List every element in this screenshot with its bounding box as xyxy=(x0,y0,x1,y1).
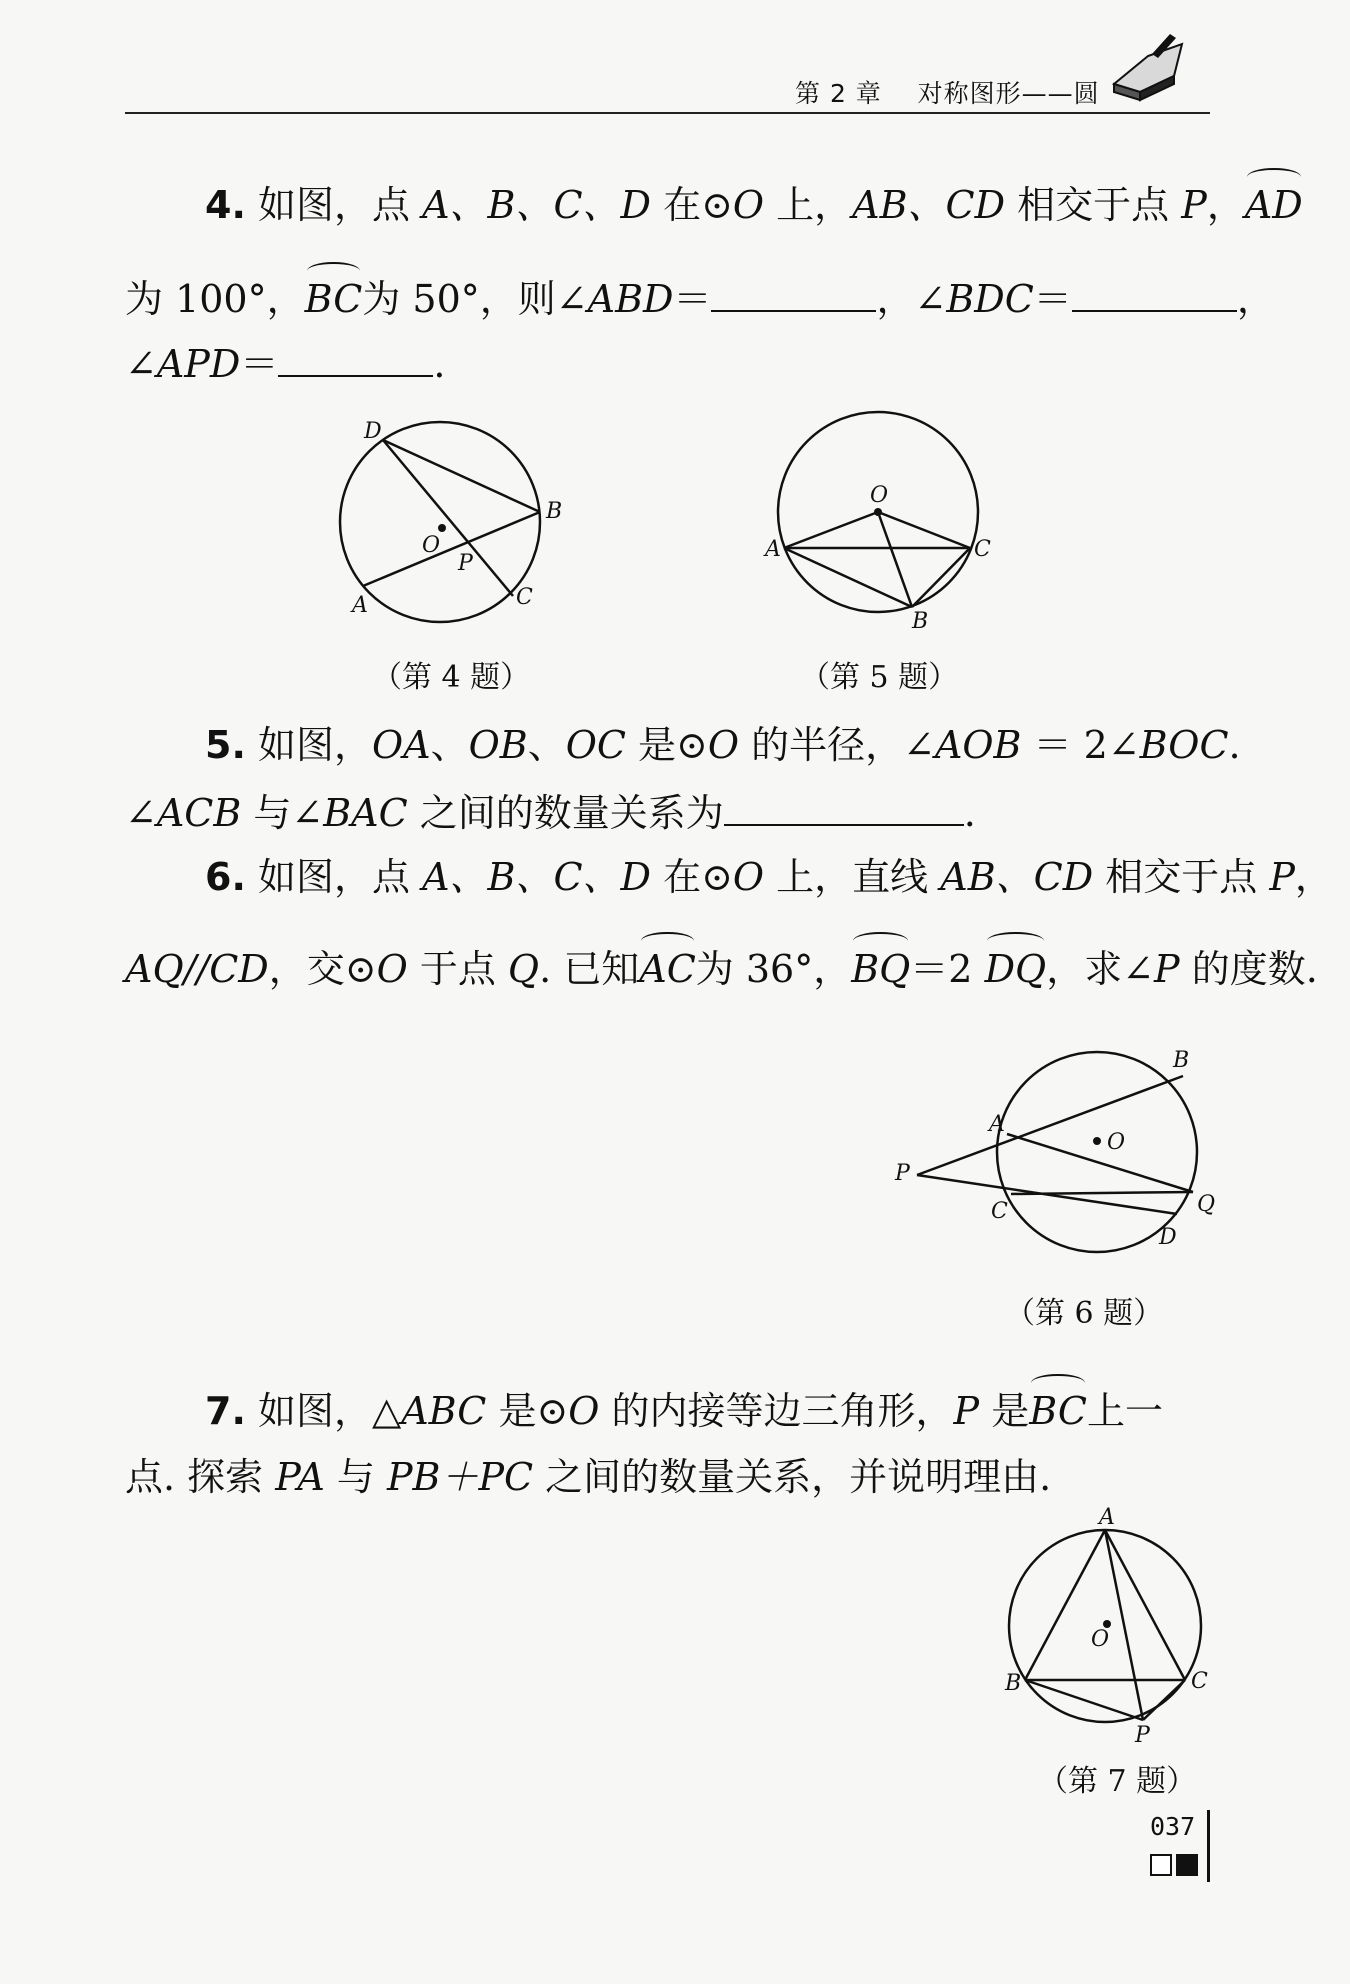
q5-line-2 xyxy=(125,791,976,835)
q4-arc-ad: AD xyxy=(1244,183,1303,227)
fig4-caption: （第 4 题） xyxy=(372,660,531,695)
fig4-label-d: D xyxy=(364,419,382,444)
fig7-side-ab xyxy=(1025,1530,1105,1680)
q7-line-1 xyxy=(205,1389,1163,1433)
fig6-line-pb xyxy=(917,1076,1183,1175)
fig4-center-dot xyxy=(438,524,446,532)
q4-text: ＝ xyxy=(673,277,712,321)
fig6-label-c: C xyxy=(991,1199,1008,1224)
fig6-label-d: D xyxy=(1159,1225,1177,1250)
q5-line-1 xyxy=(205,723,1241,767)
q6-text: 上，直线 xyxy=(764,855,941,899)
fig4-label-p: P xyxy=(458,551,473,576)
q6-text: 如图，点 xyxy=(257,855,423,899)
fig5-chord-bc xyxy=(912,548,970,607)
fig7-segment-pc xyxy=(1143,1680,1185,1720)
figure-4 xyxy=(330,418,580,638)
q6-angle-p: P xyxy=(1154,947,1180,991)
q5-text: 之间的数量关系为 xyxy=(407,791,724,835)
q7-triangle-abc: ABC xyxy=(401,1389,487,1433)
answer-blank[interactable] xyxy=(278,343,433,377)
fig6-label-p: P xyxy=(895,1161,910,1186)
q6-arc-bq: BQ xyxy=(851,947,911,991)
q4-line-2 xyxy=(125,277,1275,321)
q4-line-3 xyxy=(125,342,446,386)
q4-circle-o: O xyxy=(732,183,765,227)
fig4-label-b: B xyxy=(546,499,563,524)
q6-line-1 xyxy=(205,855,1333,899)
q5-angle-aob: AOB xyxy=(934,723,1022,767)
figure-7 xyxy=(995,1500,1235,1748)
answer-blank[interactable] xyxy=(724,792,964,826)
fig5-label-c: C xyxy=(974,537,991,562)
q5-radius-oc: OC xyxy=(565,723,626,767)
q4-text: 在⊙ xyxy=(651,183,733,227)
q5-text: 是⊙ xyxy=(625,723,708,767)
fig7-side-ac xyxy=(1105,1530,1185,1680)
fig4-label-c: C xyxy=(516,585,533,610)
q5-text: 与∠ xyxy=(241,791,324,835)
fig7-label-p: P xyxy=(1135,1723,1150,1748)
q5-angle-boc: BOC xyxy=(1139,723,1229,767)
q6-circle-o: O xyxy=(732,855,765,899)
header-rule xyxy=(125,112,1210,114)
q4-angle-abd: ABD xyxy=(587,277,674,321)
q4-text: 为 100°， xyxy=(125,277,305,321)
fig4-chord-cd xyxy=(383,440,513,596)
q6-arc-dq: DQ xyxy=(984,947,1047,991)
q4-text: ＝ xyxy=(240,342,279,386)
q6-lines: AB、CD xyxy=(940,855,1094,899)
q7-text: 之间的数量关系，并说明理由. xyxy=(533,1455,1052,1499)
q7-text: 点. 探索 xyxy=(125,1455,276,1499)
q5-angle-bac: BAC xyxy=(323,791,408,835)
page-number: 037 xyxy=(1150,1812,1196,1841)
q4-text: . xyxy=(433,342,446,386)
fig6-label-o: O xyxy=(1107,1130,1126,1155)
q6-arc-ac: AC xyxy=(639,947,696,991)
q6-points: A、B、C、D xyxy=(422,855,651,899)
q4-text: ， xyxy=(1206,183,1245,227)
fig5-caption: （第 5 题） xyxy=(800,660,959,695)
q5-text: 如图， xyxy=(257,723,372,767)
q4-angle-bdc: BDC xyxy=(946,277,1034,321)
q6-text: . 已知 xyxy=(539,947,640,991)
q5-radius-oa: OA xyxy=(372,723,431,767)
q6-line-2 xyxy=(125,947,1318,991)
q4-arc-bc: BC xyxy=(304,277,363,321)
q6-text: ＝2 xyxy=(910,947,985,991)
q6-text: 于点 xyxy=(407,947,508,991)
q7-line-2 xyxy=(125,1455,1052,1499)
fig5-label-a: A xyxy=(765,537,781,562)
q5-number: 5. xyxy=(205,723,246,767)
q6-text: 的度数. xyxy=(1179,947,1318,991)
q4-line-1 xyxy=(205,183,1303,227)
q5-text: ∠ xyxy=(125,791,157,835)
figure-5 xyxy=(760,410,1000,634)
q5-text: 、 xyxy=(430,723,469,767)
fig7-caption: （第 7 题） xyxy=(1038,1764,1197,1799)
q7-text: 是 xyxy=(979,1389,1030,1433)
q4-chords: AB、CD xyxy=(852,183,1006,227)
q4-number: 4. xyxy=(205,183,246,227)
q7-text: 的内接等边三角形， xyxy=(599,1389,954,1433)
fig6-label-b: B xyxy=(1173,1048,1190,1073)
q5-text: 、 xyxy=(527,723,566,767)
q7-arc-bc: BC xyxy=(1029,1389,1087,1433)
q4-text: ， xyxy=(1236,277,1275,321)
q4-angle-apd: APD xyxy=(156,342,241,386)
q6-text: ，交⊙ xyxy=(268,947,377,991)
fig7-label-c: C xyxy=(1191,1669,1208,1694)
q6-text: ， xyxy=(1294,855,1333,899)
q7-sum-pb-pc: PB＋PC xyxy=(386,1455,534,1499)
answer-blank[interactable] xyxy=(1072,278,1237,312)
q4-points: A、B、C、D xyxy=(422,183,651,227)
q4-text: ∠ xyxy=(125,342,157,386)
figure-6 xyxy=(895,1040,1225,1270)
fig5-center-dot xyxy=(874,508,882,516)
fig4-label-a: A xyxy=(352,593,368,618)
fig6-caption: （第 6 题） xyxy=(1005,1296,1164,1331)
q6-number: 6. xyxy=(205,855,246,899)
page-header xyxy=(795,74,1100,110)
q7-text: 与 xyxy=(324,1455,387,1499)
q5-text: 的半径，∠ xyxy=(739,723,935,767)
fig4-chord-db xyxy=(383,440,540,512)
q4-text: 为 50°，则∠ xyxy=(362,277,588,321)
fig7-label-b: B xyxy=(1005,1671,1022,1696)
fig4-label-o: O xyxy=(422,533,441,558)
fig5-radius-oa xyxy=(784,512,878,548)
fig6-label-q: Q xyxy=(1197,1192,1216,1217)
q7-text: 如图，△ xyxy=(257,1389,402,1433)
q7-text: 上一 xyxy=(1086,1389,1163,1433)
q7-point-p: P xyxy=(953,1389,980,1433)
fig7-label-a: A xyxy=(1099,1505,1115,1530)
page-marker-bar xyxy=(1207,1810,1210,1882)
q5-text: . xyxy=(1228,723,1241,767)
q5-angle-acb: ACB xyxy=(156,791,242,835)
q6-text: ，求∠ xyxy=(1046,947,1155,991)
fig6-label-a: A xyxy=(989,1112,1005,1137)
q6-point-q: Q xyxy=(507,947,540,991)
q4-text: ＝ xyxy=(1033,277,1072,321)
book-icon xyxy=(1108,26,1188,106)
fig5-label-b: B xyxy=(912,609,929,634)
page-marker-white xyxy=(1150,1854,1172,1876)
fig7-label-o: O xyxy=(1091,1627,1110,1652)
fig5-label-o: O xyxy=(870,483,889,508)
q5-radius-ob: OB xyxy=(468,723,528,767)
page-marker-black xyxy=(1176,1854,1198,1876)
q4-text: 相交于点 xyxy=(1005,183,1182,227)
fig5-radius-oc xyxy=(878,512,970,548)
q6-text: 相交于点 xyxy=(1093,855,1270,899)
q4-text: 上， xyxy=(764,183,853,227)
header-chapter: 第 2 章 xyxy=(795,79,882,108)
q7-text: 是⊙ xyxy=(486,1389,569,1433)
q6-parallel: AQ//CD xyxy=(125,947,269,991)
q5-text: ＝ 2∠ xyxy=(1021,723,1140,767)
q7-number: 7. xyxy=(205,1389,246,1433)
q6-text: 为 36°， xyxy=(695,947,852,991)
q6-point-p: P xyxy=(1269,855,1295,899)
q4-point-p: P xyxy=(1181,183,1207,227)
q7-segment-pa: PA xyxy=(275,1455,325,1499)
q5-text: . xyxy=(963,791,976,835)
q6-circle-o: O xyxy=(376,947,408,991)
header-title: 对称图形——圆 xyxy=(917,79,1100,108)
q6-text: 在⊙ xyxy=(651,855,733,899)
answer-blank[interactable] xyxy=(711,278,876,312)
q7-circle-o: O xyxy=(568,1389,600,1433)
q4-text: 如图，点 xyxy=(257,183,423,227)
q5-circle-o: O xyxy=(707,723,740,767)
fig6-center-dot xyxy=(1093,1137,1101,1145)
q4-text: ，∠ xyxy=(876,277,947,321)
